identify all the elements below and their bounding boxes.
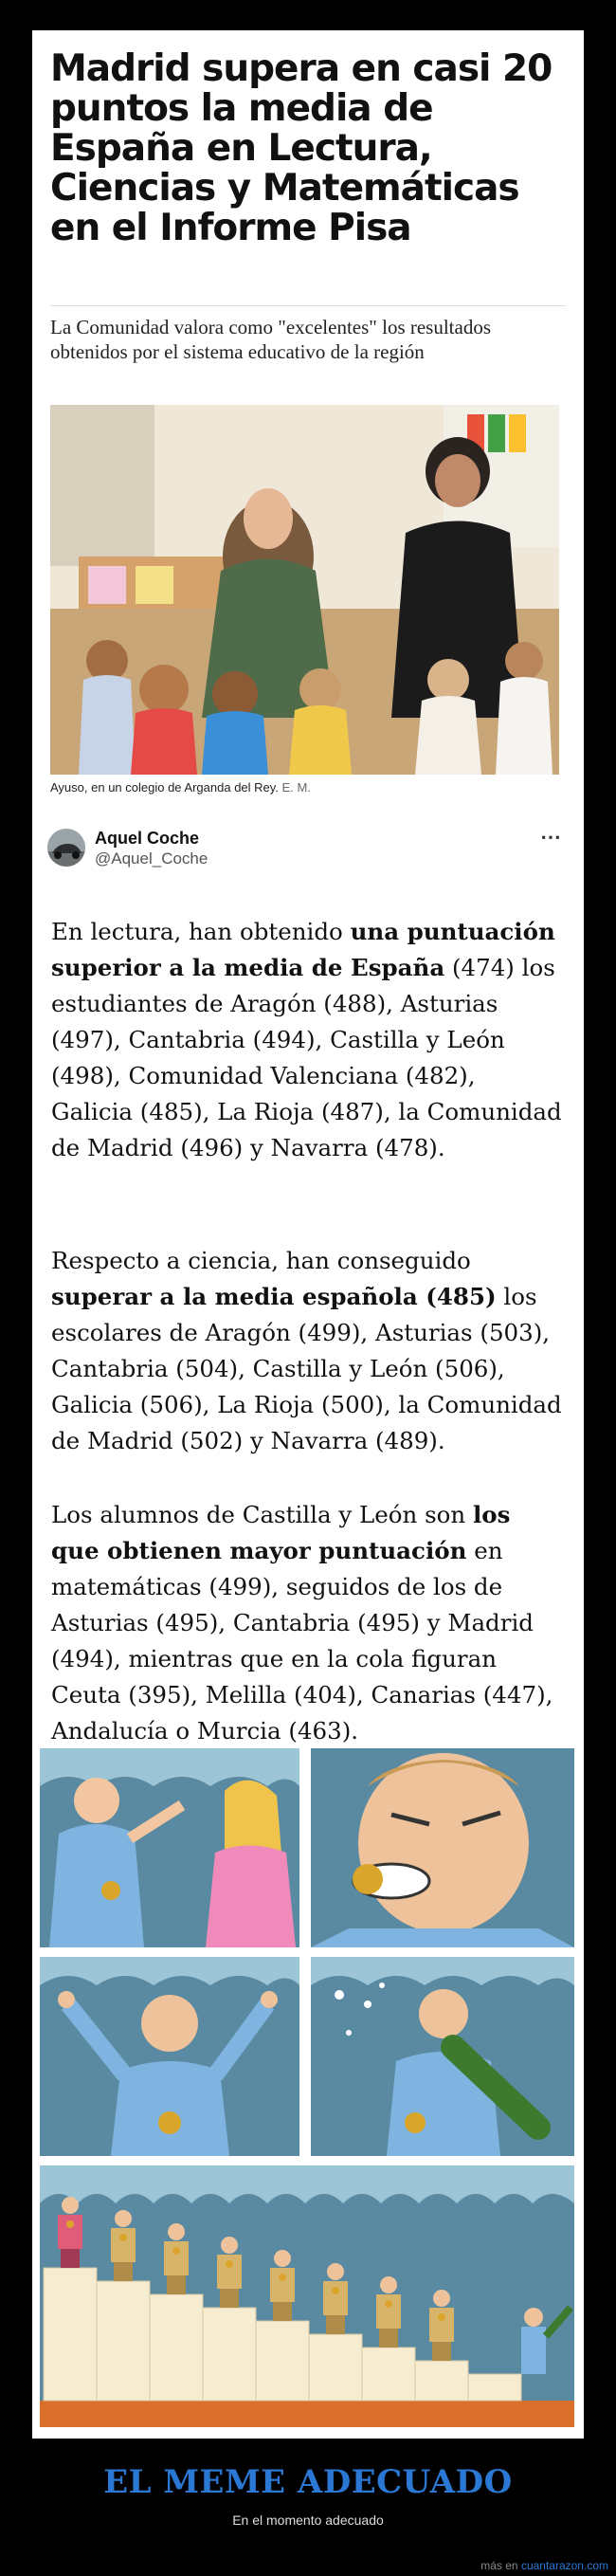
comic-panel-celebration (40, 1957, 299, 2156)
comic-panel-medal-award (40, 1748, 299, 1947)
more-options-icon[interactable]: ⋯ (540, 825, 561, 849)
comic-panel-podium (40, 2165, 574, 2427)
comic-panel-bite-medal (311, 1748, 574, 1947)
site-link[interactable]: cuantarazon.com (520, 2559, 608, 2572)
article-headline: Madrid supera en casi 20 puntos la media de España en Lectura, Ciencias y Matemáticas en el Informe Pisa (50, 47, 553, 249)
tweet-author-handle[interactable]: @Aquel_Coche (95, 850, 208, 868)
meme-card (32, 30, 584, 2439)
photo-credit: E. M. (281, 780, 311, 795)
divider (50, 305, 566, 306)
photo-caption: Ayuso, en un colegio de Arganda del Rey. E. M. (50, 780, 311, 795)
article-subhead: La Comunidad valora como "excelentes" los resultados obtenidos por el sistema educativo de la región (50, 316, 492, 363)
tweet-paragraph-math: Los alumnos de Castilla y León son los que obtienen mayor puntuación en matemáticas (499), seguidos de los de Asturias (495), Cantabria (495) y Madrid (494), mientras que en la cola figuran Ceuta (395), Melilla (404), Canarias (447), Andalucía o Murcia (463). (51, 1501, 553, 1745)
tweet-author-name[interactable]: Aquel Coche (95, 829, 200, 848)
tweet-paragraph-science: Respecto a ciencia, han conseguido superar a la media española (485) los escolares de Aragón (499), Asturias (503), Cantabria (504), Castilla y León (506), Galicia (506), La Rioja (500), la Comunidad de Madrid (502) y Navarra (489). (51, 1247, 562, 1454)
meme-subtitle: En el momento adecuado (232, 2512, 384, 2528)
comic-panel-champagne (311, 1957, 574, 2156)
site-footer: más en cuantarazon.com (480, 2559, 608, 2572)
article-photo (50, 405, 559, 775)
meme-title: EL MEME ADECUADO (103, 2463, 513, 2501)
avatar[interactable] (47, 829, 85, 867)
tweet-header (47, 825, 569, 872)
tweet-paragraph-reading: En lectura, han obtenido una puntuación superior a la media de España (474) los estudiantes de Aragón (488), Asturias (497), Cantabria (494), Castilla y León (498), Comunidad Valenciana (482), Galicia (485), La Rioja (487), la Comunidad de Madrid (496) y Navarra (478). (51, 918, 562, 1161)
